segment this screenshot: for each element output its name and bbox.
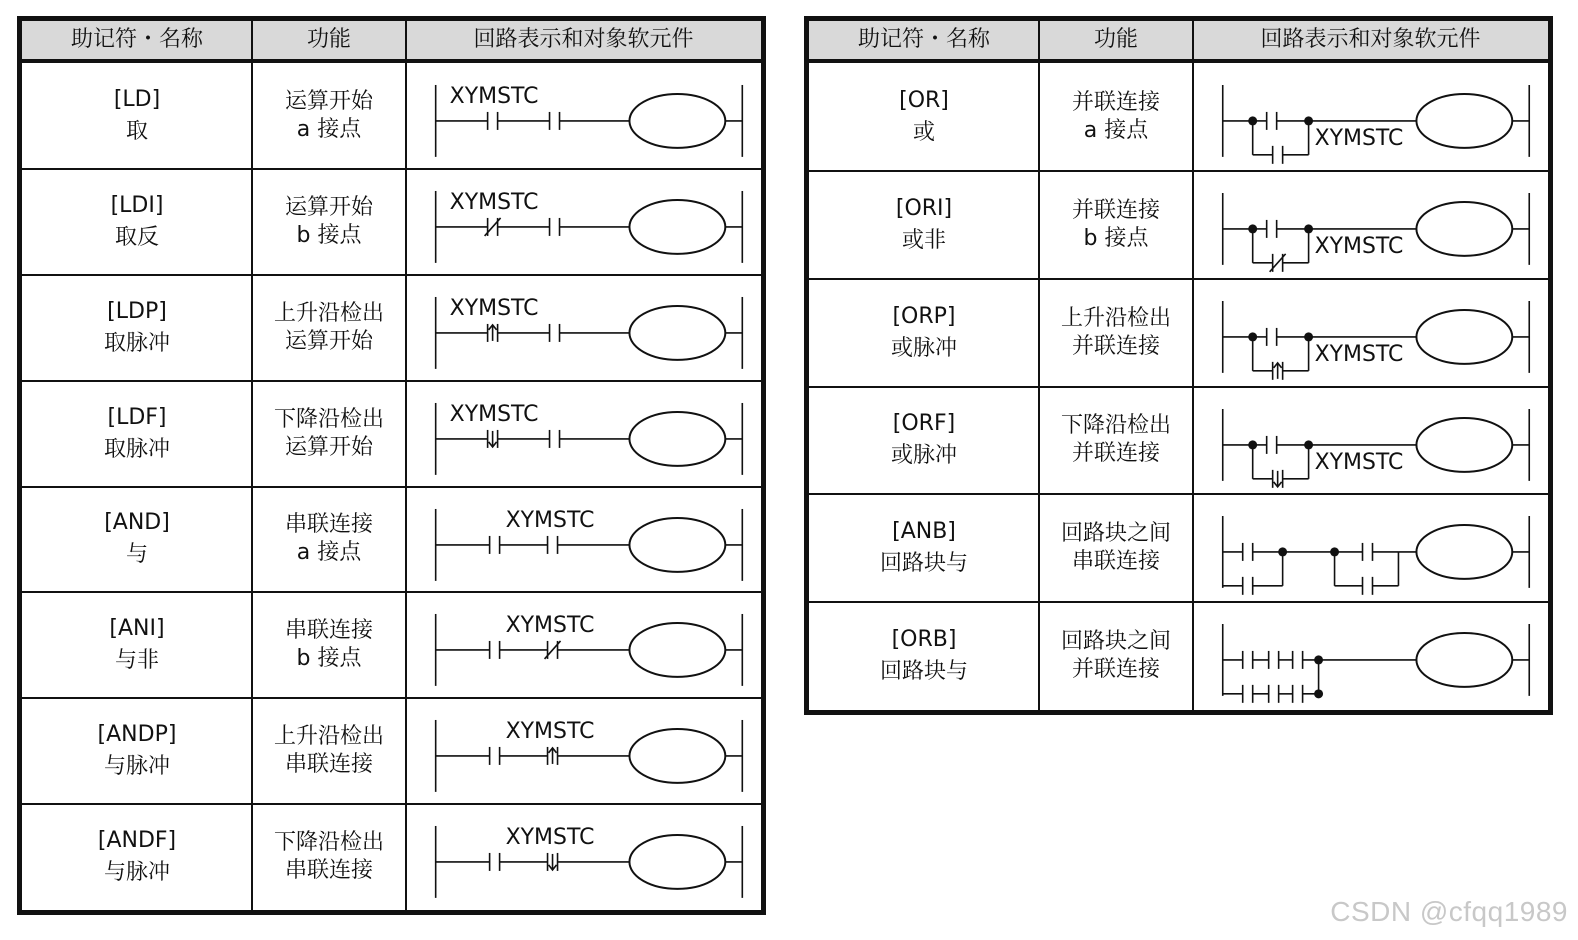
contact-a — [490, 535, 500, 553]
instruction-name: 与脉冲 — [103, 754, 170, 780]
mnemonic: [ORF] — [892, 411, 956, 437]
function-cell — [252, 487, 406, 593]
ladder-diagram-svg — [406, 275, 761, 381]
function-line-2: 运算开始 — [284, 434, 373, 460]
mnemonic-cell — [809, 602, 1039, 710]
function-line-1: 下降沿检出 — [273, 830, 384, 856]
instruction-name: 或脉冲 — [890, 443, 957, 469]
contact-a — [1243, 577, 1253, 595]
ladder-diagram — [406, 804, 761, 910]
function-line-2: a 接点 — [1083, 117, 1149, 143]
instruction-name: 取反 — [114, 224, 159, 250]
function-line-1: 下降沿检出 — [273, 406, 384, 432]
function-line-2: b 接点 — [296, 646, 362, 672]
header-cell: 助记符・名称 — [22, 21, 252, 59]
output-coil — [1416, 633, 1512, 687]
output-coil — [629, 623, 725, 677]
ladder-diagram — [406, 275, 761, 381]
ladder-diagram-svg — [406, 487, 761, 593]
function-line-2: a 接点 — [296, 116, 362, 142]
function-line-1: 下降沿检出 — [1060, 413, 1171, 439]
contact-a — [1293, 685, 1303, 703]
header-cell: 助记符・名称 — [809, 21, 1039, 59]
output-coil — [1416, 94, 1512, 148]
contact-down — [548, 853, 558, 871]
mnemonic-cell — [22, 169, 252, 275]
mnemonic-cell — [22, 592, 252, 698]
device-label: XYMSTC — [449, 401, 539, 427]
function-cell — [252, 698, 406, 804]
ladder-diagram-svg — [1193, 63, 1548, 171]
mnemonic: [LDF] — [107, 404, 167, 430]
contact-a — [550, 430, 560, 448]
output-coil — [1416, 525, 1512, 579]
function-line-1: 回路块之间 — [1060, 629, 1171, 655]
function-cell — [252, 63, 406, 169]
ladder-diagram-svg — [406, 63, 761, 169]
ladder-diagram — [406, 169, 761, 275]
device-label: XYMSTC — [449, 189, 539, 215]
contact-a — [1293, 651, 1303, 669]
function-line-2: 并联连接 — [1071, 441, 1160, 467]
instruction-table-left — [17, 16, 766, 915]
mnemonic-cell — [22, 63, 252, 169]
header-cell: 功能 — [252, 21, 406, 59]
function-line-2: 并联连接 — [1071, 657, 1160, 683]
contact-a — [1243, 685, 1253, 703]
watermark: CSDN @cfqq1989 — [1330, 896, 1568, 927]
function-cell — [252, 381, 406, 487]
function-line-2: 并联连接 — [1071, 333, 1160, 359]
function-line-1: 串联连接 — [284, 618, 373, 644]
instruction-name: 取 — [125, 118, 148, 144]
header-cell: 回路表示和对象软元件 — [406, 21, 761, 59]
function-cell — [252, 592, 406, 698]
mnemonic: [ANDP] — [97, 722, 177, 748]
device-label: XYMSTC — [449, 83, 539, 109]
ladder-diagram — [1193, 602, 1548, 710]
function-line-2: 串联连接 — [284, 858, 373, 884]
mnemonic-cell — [22, 487, 252, 593]
function-cell — [252, 804, 406, 910]
header-cell: 回路表示和对象软元件 — [1193, 21, 1548, 59]
mnemonic-cell — [22, 698, 252, 804]
contact-down — [1273, 469, 1283, 487]
contact-a — [1269, 685, 1279, 703]
contact-a — [1273, 146, 1283, 164]
function-line-1: 上升沿检出 — [1060, 305, 1171, 331]
device-label: XYMSTC — [505, 719, 595, 745]
instruction-name: 与 — [125, 542, 148, 568]
function-cell — [252, 275, 406, 381]
ladder-diagram-svg — [406, 698, 761, 804]
output-coil — [629, 412, 725, 466]
mnemonic-cell — [809, 387, 1039, 495]
function-cell — [1039, 602, 1193, 710]
mnemonic-cell — [22, 381, 252, 487]
function-line-2: 串联连接 — [1071, 549, 1160, 575]
function-line-1: 上升沿检出 — [273, 300, 384, 326]
device-label: XYMSTC — [1314, 341, 1404, 367]
mnemonic-cell — [809, 171, 1039, 279]
output-coil — [1416, 202, 1512, 256]
contact-a — [490, 747, 500, 765]
mnemonic: [ANI] — [109, 616, 165, 642]
instruction-name: 取脉冲 — [103, 436, 170, 462]
output-coil — [1416, 417, 1512, 471]
contact-a — [1267, 220, 1277, 238]
contact-up — [1273, 362, 1283, 380]
mnemonic: [LDI] — [110, 192, 164, 218]
mnemonic-cell — [22, 804, 252, 910]
output-coil — [629, 729, 725, 783]
function-line-1: 并联连接 — [1071, 197, 1160, 223]
ladder-diagram — [1193, 63, 1548, 171]
contact-up — [548, 747, 558, 765]
instruction-name: 取脉冲 — [103, 330, 170, 356]
output-coil — [629, 94, 725, 148]
mnemonic: [ANB] — [892, 519, 956, 545]
function-line-2: 运算开始 — [284, 328, 373, 354]
mnemonic-cell — [22, 275, 252, 381]
contact-a — [490, 641, 500, 659]
mnemonic: [OR] — [899, 87, 949, 113]
contact-a — [1269, 651, 1279, 669]
mnemonic: [AND] — [104, 510, 170, 536]
ladder-diagram — [406, 63, 761, 169]
ladder-diagram — [1193, 494, 1548, 602]
contact-a — [488, 112, 498, 130]
device-label: XYMSTC — [505, 825, 595, 851]
function-line-1: 并联连接 — [1071, 89, 1160, 115]
function-line-2: 串联连接 — [284, 752, 373, 778]
instruction-name: 或脉冲 — [890, 335, 957, 361]
contact-a — [1363, 543, 1373, 561]
device-label: XYMSTC — [1314, 125, 1404, 151]
contact-up — [488, 324, 498, 342]
instruction-name: 或非 — [901, 227, 946, 253]
function-cell — [1039, 279, 1193, 387]
instruction-name: 回路块与 — [879, 551, 968, 577]
instruction-name: 或 — [912, 119, 935, 145]
output-coil — [629, 835, 725, 889]
instruction-name: 回路块与 — [879, 659, 968, 685]
contact-a — [548, 535, 558, 553]
instruction-name: 与脉冲 — [103, 860, 170, 886]
contact-a — [1243, 543, 1253, 561]
function-line-1: 串联连接 — [284, 512, 373, 538]
contact-a — [550, 324, 560, 342]
function-cell — [252, 169, 406, 275]
mnemonic: [ORB] — [891, 627, 957, 653]
instruction-name: 与非 — [114, 648, 159, 674]
mnemonic: [ORP] — [892, 303, 956, 329]
function-line-2: a 接点 — [296, 540, 362, 566]
function-line-2: b 接点 — [296, 222, 362, 248]
contact-down — [488, 430, 498, 448]
contact-a — [550, 218, 560, 236]
function-cell — [1039, 171, 1193, 279]
ladder-diagram-svg — [1193, 279, 1548, 387]
mnemonic: [LD] — [113, 86, 161, 112]
contact-a — [550, 112, 560, 130]
ladder-diagram — [406, 381, 761, 487]
output-coil — [629, 200, 725, 254]
device-label: XYMSTC — [1314, 449, 1404, 475]
output-coil — [1416, 310, 1512, 364]
contact-a — [1267, 435, 1277, 453]
function-line-1: 回路块之间 — [1060, 521, 1171, 547]
ladder-diagram — [1193, 387, 1548, 495]
ladder-diagram-svg — [406, 381, 761, 487]
ladder-diagram-svg — [406, 592, 761, 698]
function-cell — [1039, 494, 1193, 602]
device-label: XYMSTC — [449, 295, 539, 321]
device-label: XYMSTC — [505, 613, 595, 639]
header-cell: 功能 — [1039, 21, 1193, 59]
contact-a — [1267, 328, 1277, 346]
mnemonic-cell — [809, 63, 1039, 171]
function-cell — [1039, 63, 1193, 171]
ladder-diagram — [1193, 279, 1548, 387]
ladder-diagram-svg — [1193, 494, 1548, 602]
ladder-diagram-svg — [1193, 171, 1548, 279]
instruction-table-right — [804, 16, 1553, 715]
ladder-diagram-svg — [1193, 387, 1548, 495]
output-coil — [629, 306, 725, 360]
function-line-1: 运算开始 — [284, 194, 373, 220]
output-coil — [629, 517, 725, 571]
mnemonic-cell — [809, 279, 1039, 387]
contact-a — [1243, 651, 1253, 669]
function-line-1: 运算开始 — [284, 88, 373, 114]
mnemonic: [ORI] — [895, 195, 953, 221]
contact-a — [490, 853, 500, 871]
contact-a — [1267, 112, 1277, 130]
ladder-diagram — [1193, 171, 1548, 279]
mnemonic-cell — [809, 494, 1039, 602]
device-label: XYMSTC — [505, 507, 595, 533]
contact-a — [1363, 577, 1373, 595]
mnemonic: [ANDF] — [97, 828, 177, 854]
ladder-diagram-svg — [1193, 602, 1548, 710]
ladder-diagram — [406, 487, 761, 593]
ladder-diagram-svg — [406, 804, 761, 910]
mnemonic: [LDP] — [107, 298, 167, 324]
ladder-diagram — [406, 698, 761, 804]
ladder-diagram — [406, 592, 761, 698]
ladder-diagram-svg — [406, 169, 761, 275]
function-cell — [1039, 387, 1193, 495]
function-line-2: b 接点 — [1083, 225, 1149, 251]
device-label: XYMSTC — [1314, 233, 1404, 259]
function-line-1: 上升沿检出 — [273, 724, 384, 750]
